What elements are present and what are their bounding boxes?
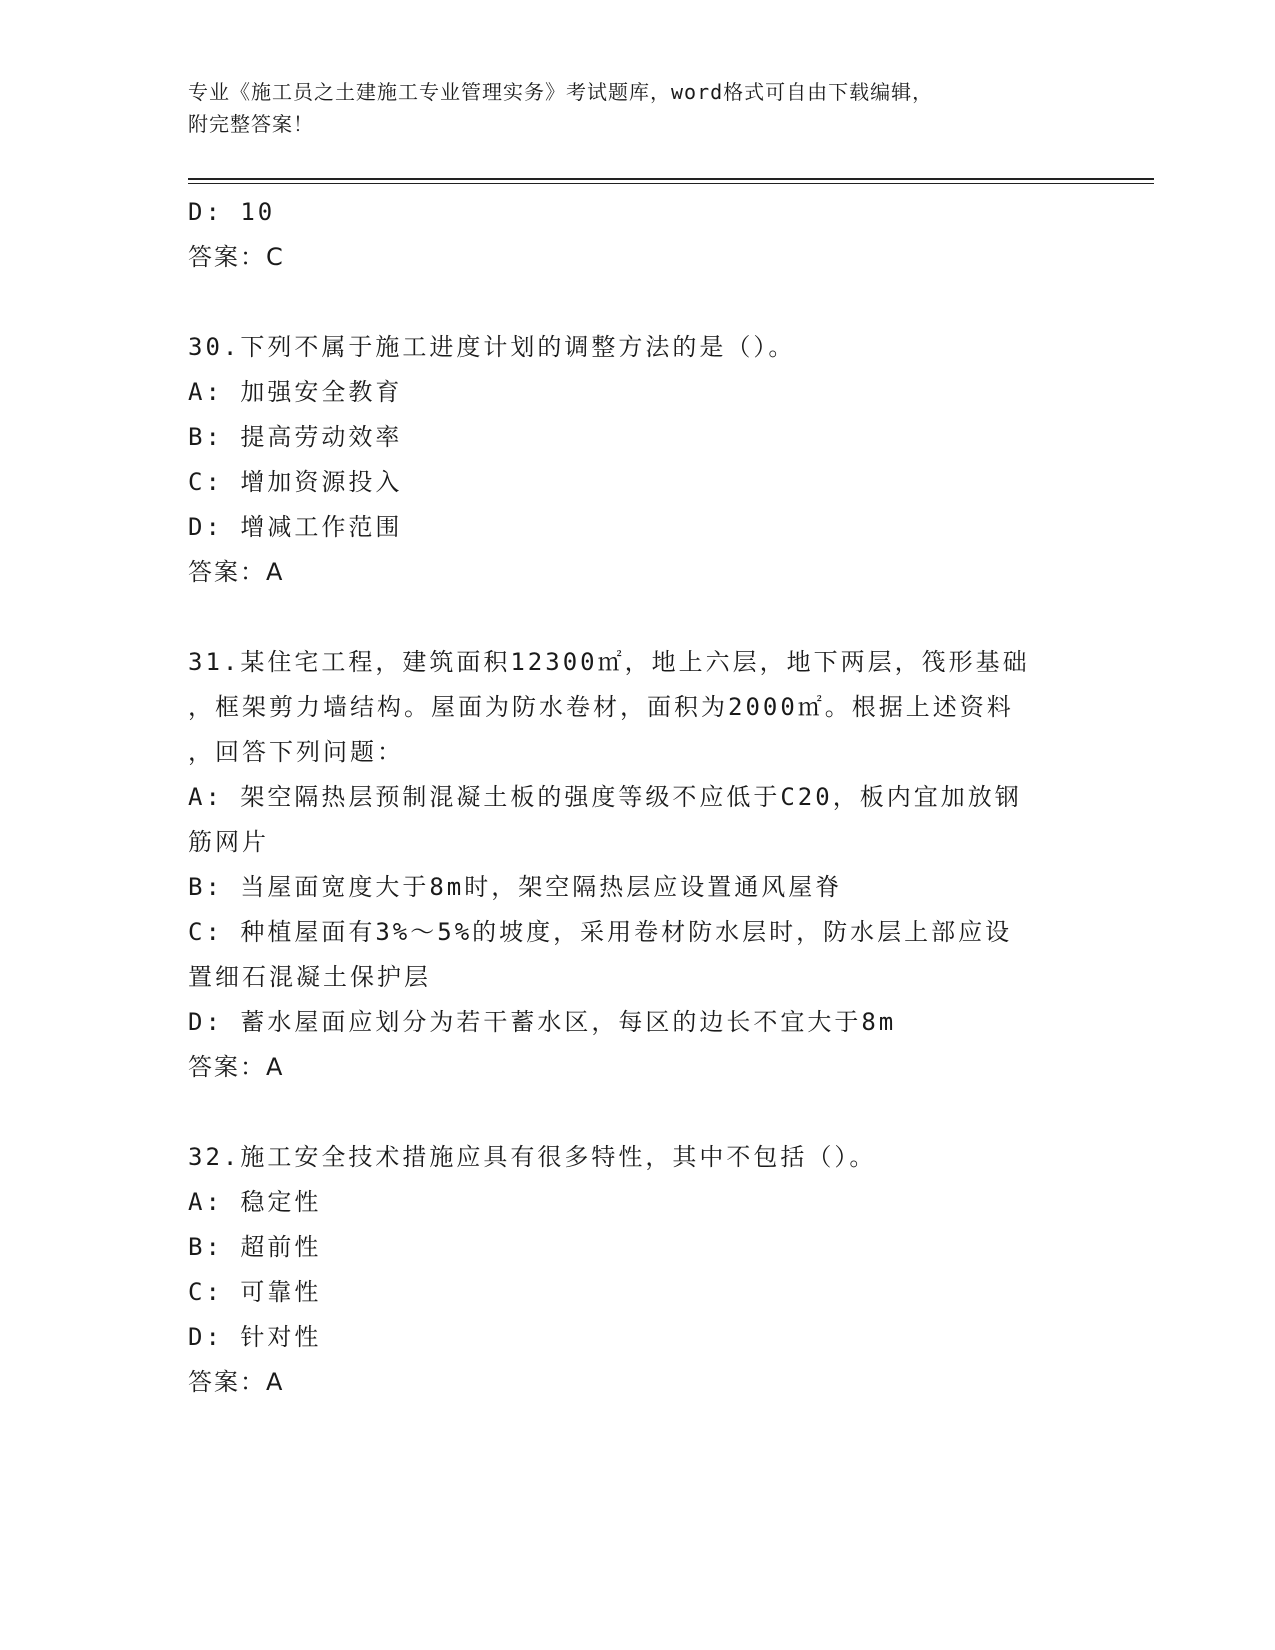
option-b: B: 提高劳动效率 [188,423,403,451]
header-divider-thin [188,183,1154,184]
question-stem-line-2: ，框架剪力墙结构。屋面为防水卷材，面积为2000㎡。根据上述资料 [188,693,1014,721]
header-line-2: 附完整答案！ [188,112,314,136]
option-a: A: 稳定性 [188,1188,322,1216]
option-c: C: 增加资源投入 [188,468,403,496]
option-a-line-2: 筋网片 [188,828,269,856]
option-c: C: 可靠性 [188,1278,322,1306]
question-30 [188,325,1088,595]
option-d: D: 蓄水屋面应划分为若干蓄水区，每区的边长不宜大于8m [188,1008,897,1036]
option-d: D: 针对性 [188,1323,322,1351]
option-c-line-1: C: 种植屋面有3%～5%的坡度，采用卷材防水层时，防水层上部应设 [188,918,1013,946]
page-header [188,76,1088,140]
question-32 [188,1135,1088,1405]
option-b: B: 超前性 [188,1233,322,1261]
answer-text: 答案：A [188,1368,285,1396]
question-29-tail [188,190,1088,280]
option-a: A: 加强安全教育 [188,378,403,406]
option-b: B: 当屋面宽度大于8m时，架空隔热层应设置通风屋脊 [188,873,843,901]
question-stem-line-1: 31.某住宅工程，建筑面积12300㎡，地上六层，地下两层，筏形基础 [188,648,1030,676]
question-stem-line-3: ，回答下列问题： [188,738,404,766]
spacer [188,595,1088,640]
option-d: D: 10 [188,198,276,226]
option-a-line-1: A: 架空隔热层预制混凝土板的强度等级不应低于C20，板内宜加放钢 [188,783,1022,811]
option-d: D: 增减工作范围 [188,513,403,541]
header-divider-thick [188,178,1154,180]
spacer [188,280,1088,325]
option-c-line-2: 置细石混凝土保护层 [188,963,431,991]
question-stem: 32.施工安全技术措施应具有很多特性，其中不包括（）。 [188,1143,877,1171]
question-31 [188,640,1088,1090]
question-stem: 30.下列不属于施工进度计划的调整方法的是（）。 [188,333,796,361]
answer-text: 答案：A [188,1053,285,1081]
page-content [188,190,1088,1405]
answer-text: 答案：C [188,243,285,271]
spacer [188,1090,1088,1135]
answer-text: 答案：A [188,558,285,586]
header-line-1: 专业《施工员之土建施工专业管理实务》考试题库，word格式可自由下载编辑， [188,80,934,104]
